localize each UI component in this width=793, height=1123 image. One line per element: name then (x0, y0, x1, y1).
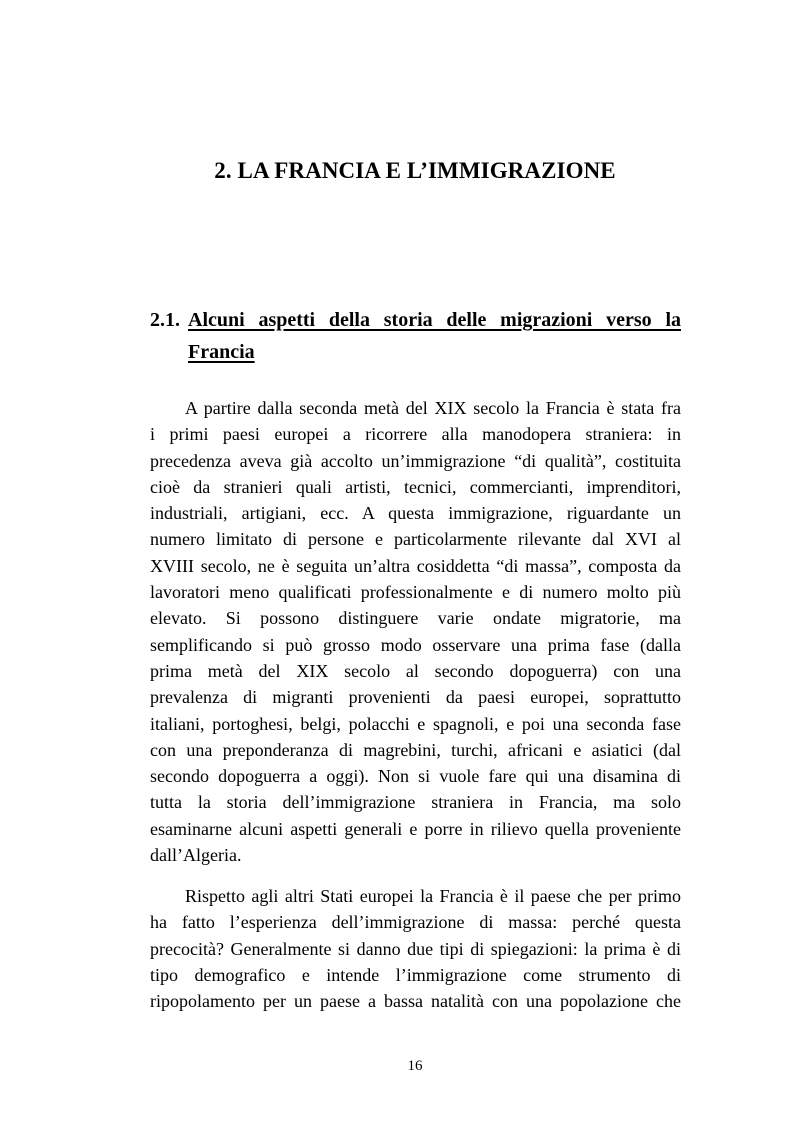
section-title-line: Alcuni aspetti della storia delle migrazioni verso la (188, 309, 681, 331)
text-line: precocità? Generalmente si danno due tipi di spiegazioni: la prima è di (150, 938, 681, 959)
text-line: ripopolamento per un paese a bassa natalità con una popolazione che (150, 991, 681, 1012)
section-number: 2.1. (150, 309, 180, 331)
text-line: secondo dopoguerra a oggi). Non si vuole fare qui una disamina di (150, 766, 681, 787)
text-line: Rispetto agli altri Stati europei la Francia è il paese che per primo (185, 886, 681, 906)
text-line: precedenza aveva già accolto un’immigrazione “di qualità”, costituita (150, 450, 681, 471)
text-line: numero limitato di persone e particolarmente rilevante dal XVI al (150, 529, 681, 550)
text-line: dall’Algeria. (150, 845, 242, 866)
text-line: esaminarne alcuni aspetti generali e porre in rilievo quella proveniente (150, 818, 681, 839)
text-line: industriali, artigiani, ecc. A questa immigrazione, riguardante un (150, 503, 681, 524)
text-line: A partire dalla seconda metà del XIX secolo la Francia è stata fra (185, 398, 681, 418)
text-line: elevato. Si possono distinguere varie ondate migratorie, ma (150, 608, 681, 629)
text-line: ha fatto l’esperienza dell’immigrazione di massa: perché questa (150, 912, 681, 933)
text-line: semplificando si può grosso modo osservare una prima fase (dalla (150, 634, 681, 655)
text-line: lavoratori meno qualificati professionalmente e di numero molto più (150, 582, 681, 603)
paragraph-1 (150, 395, 681, 868)
chapter-title: 2. LA FRANCIA E L’IMMIGRAZIONE (214, 158, 616, 183)
text-line: tutta la storia dell’immigrazione straniera in Francia, ma solo (150, 792, 681, 813)
text-line: i primi paesi europei a ricorrere alla manodopera straniera: in (150, 424, 681, 445)
paragraph-2 (150, 883, 681, 1014)
text-line: tipo demografico e intende l’immigrazione come strumento di (150, 964, 681, 985)
text-line: con una preponderanza di magrebini, turchi, africani e asiatici (dal (150, 739, 681, 760)
text-line: prevalenza di migranti provenienti da paesi europei, soprattutto (150, 687, 681, 708)
text-line: prima metà del XIX secolo al secondo dopoguerra) con una (150, 660, 681, 681)
page-number: 16 (407, 1058, 423, 1074)
section-title-line: Francia (188, 341, 255, 363)
section-heading (150, 304, 681, 368)
text-line: XVIII secolo, ne è seguita un’altra cosiddetta “di massa”, composta da (150, 555, 681, 576)
text-line: italiani, portoghesi, belgi, polacchi e spagnoli, e poi una seconda fase (150, 713, 681, 734)
section-title (188, 304, 681, 368)
text-line: cioè da stranieri quali artisti, tecnici, commercianti, imprenditori, (150, 476, 681, 497)
